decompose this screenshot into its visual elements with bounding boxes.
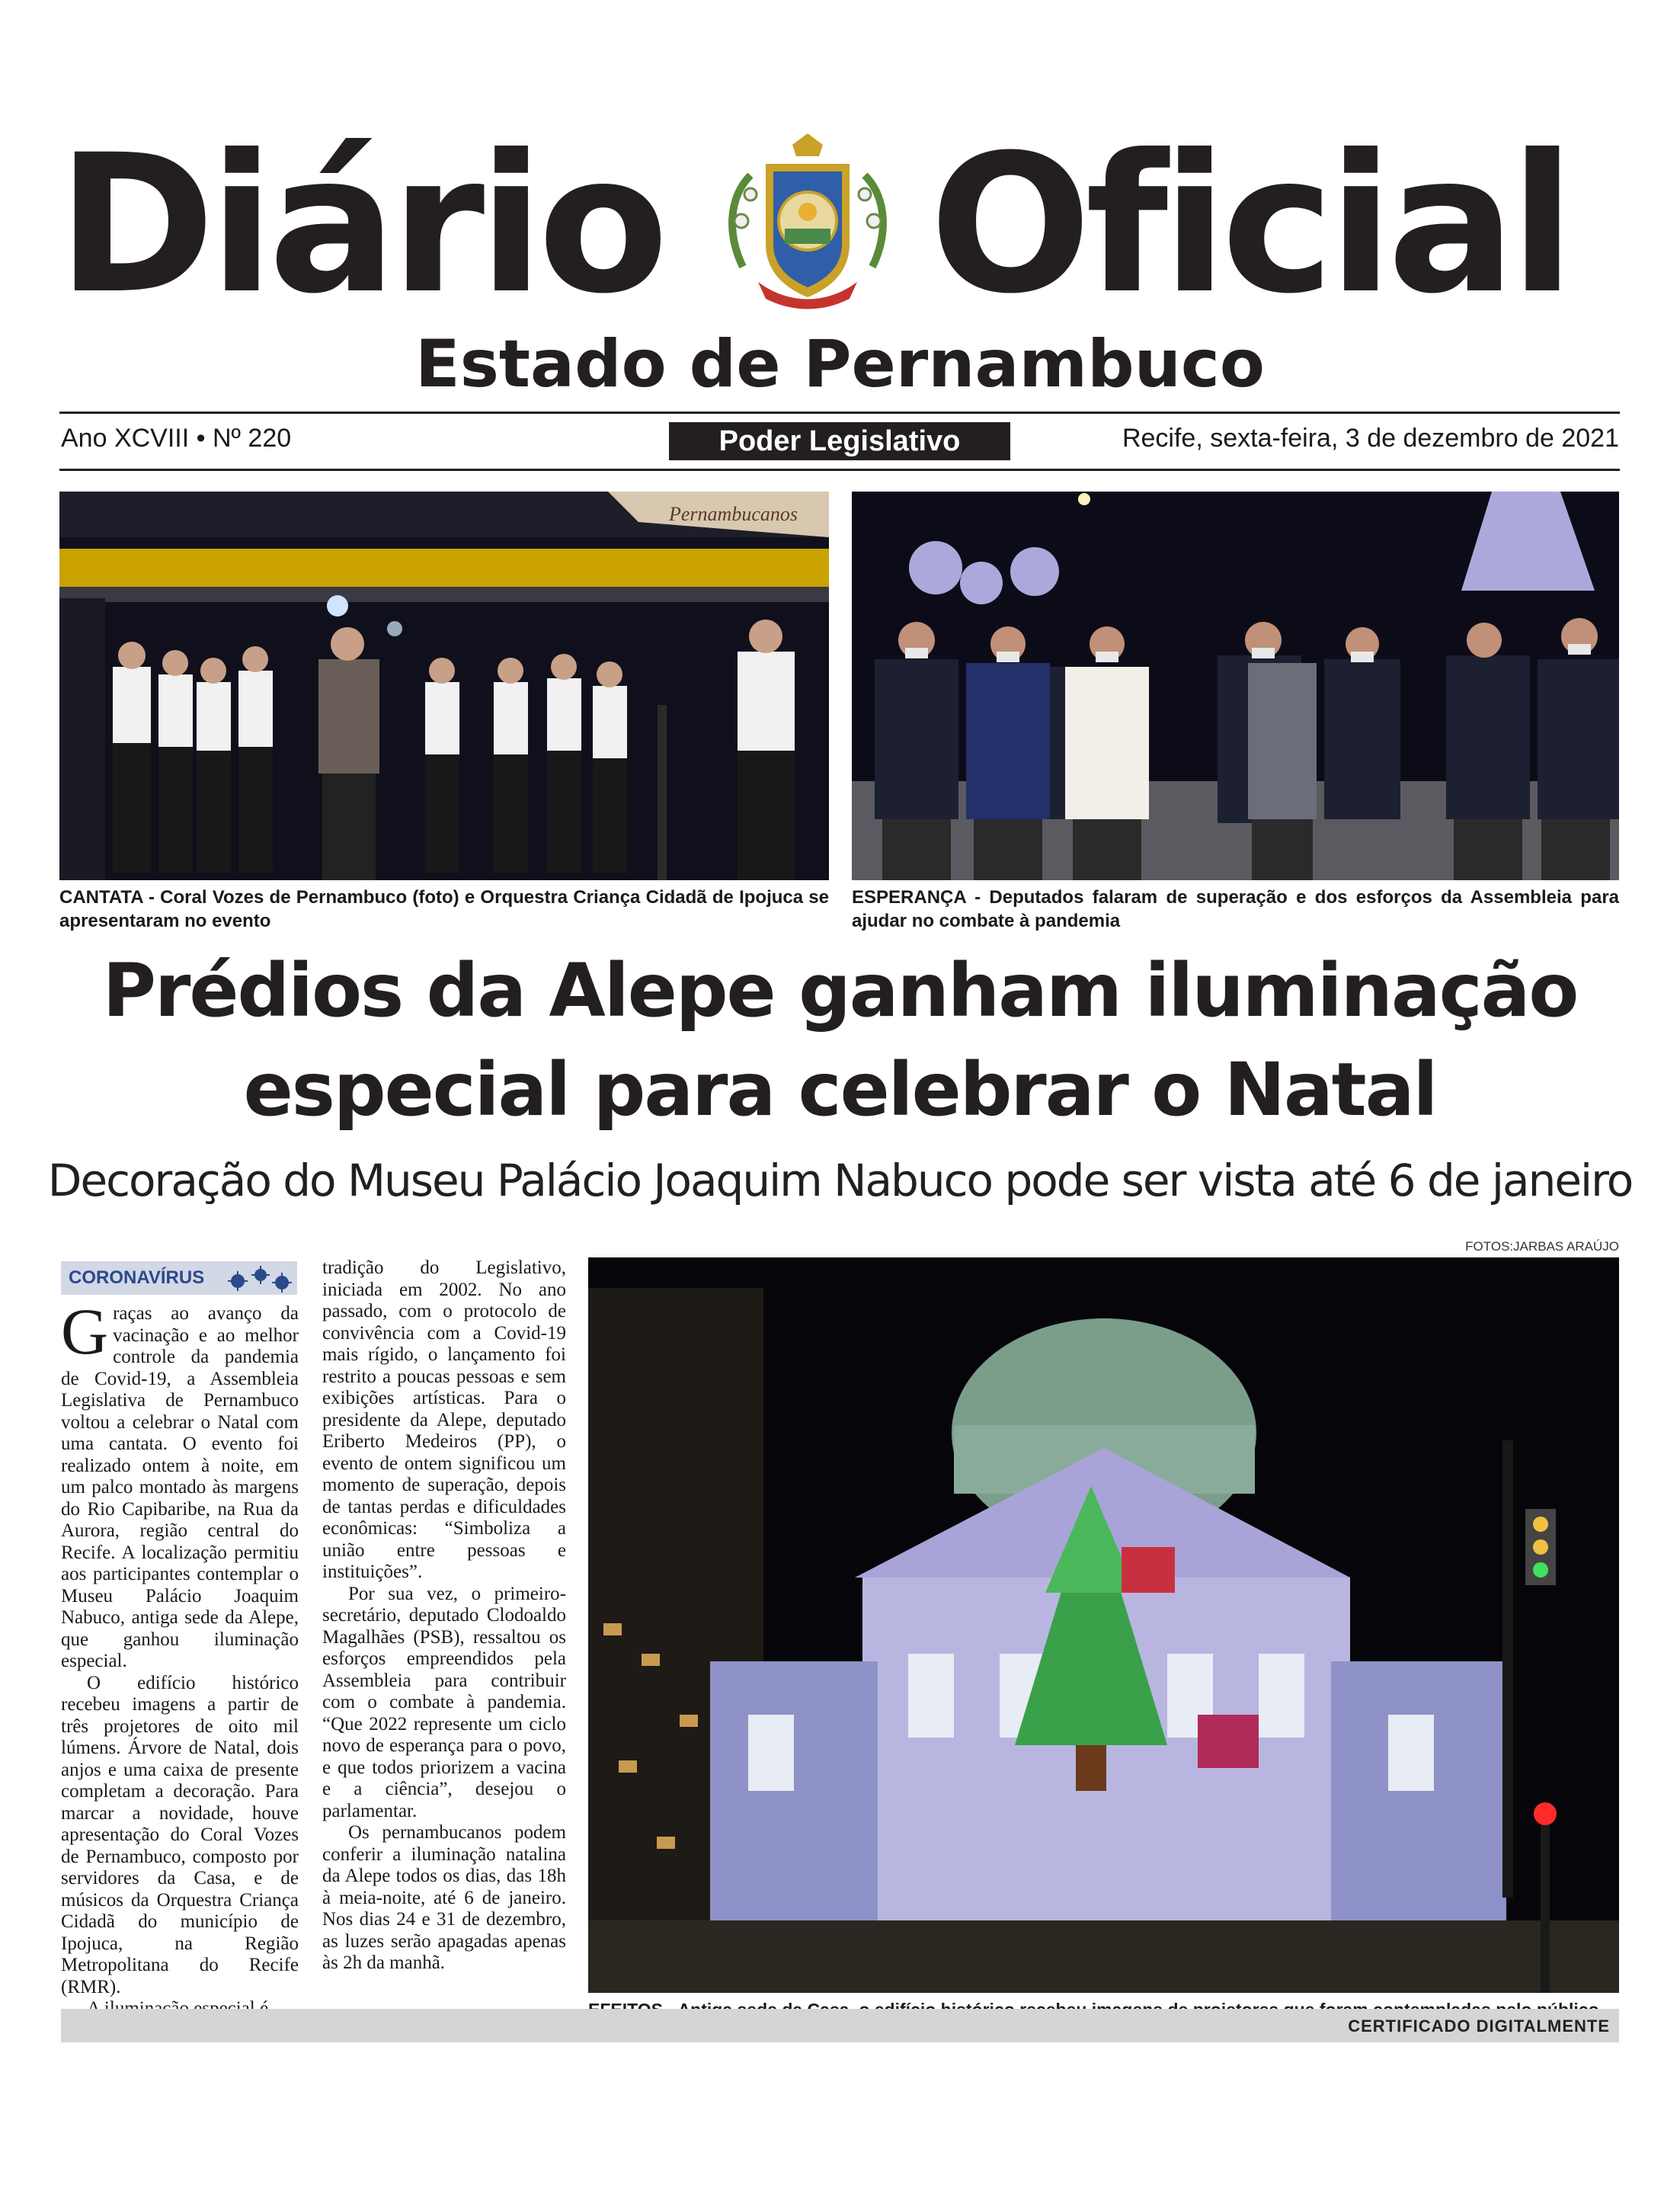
caption-esperanca: ESPERANÇA - Deputados falaram de superação e dos esforços da Assembleia para ajudar no combate à pandemia [852, 887, 1619, 931]
article-column-2 [322, 1257, 566, 1975]
dateline: Recife, sexta-feira, 3 de dezembro de 2021 [1122, 424, 1619, 453]
masthead-bottom-rule [59, 469, 1620, 471]
section-tag-label: CORONAVÍRUS [69, 1267, 205, 1288]
article-column-1 [61, 1295, 299, 2020]
article-paragraph: Os pernambucanos podem conferir a iluminação natalina da Alepe todos os dias, das 18h à meia-noite, até 6 de janeiro. Nos dias 24 e 31 de dezembro, as luzes serão apagadas apenas às 2h da manhã. [322, 1822, 566, 1973]
caption-cantata: CANTATA - Coral Vozes de Pernambuco (foto) e Orquestra Criança Cidadã de Ipojuca se apresentaram no evento [59, 887, 829, 931]
coat-of-arms-icon [720, 130, 895, 312]
article-paragraph: O edifício histórico recebeu imagens a partir de três projetores de oito mil lúmens. Árvore de Natal, dois anjos e uma caixa de presente completam a decoração. Para marcar a novidade, houve apresentação do Coral Vozes de Pernambuco, composto por servidores da Casa, e de músicos da Orquestra Criança Cidadã do município de Ipojuca, na Região Metropolitana do Recife (RMR). [61, 1672, 299, 1997]
article-paragraph: tradição do Legislativo, iniciada em 2002. No ano passado, com o protocolo de convivência com a Covid-19 mais rígido, o lançamento foi restrito a poucas pessoas e sem exibições artísticas. Para o presidente da Alepe, deputado Eriberto Medeiros (PP), o evento de ontem significou um momento de superação, depois de tantas perdas e dificuldades econômicas: “Simboliza a união entre pessoas e instituições”. [322, 1257, 566, 1582]
article-paragraph: Graças ao avanço da vacinação e ao melhor controle da pandemia de Covid-19, a Assembleia Legislativa de Pernambuco voltou a celebrar o Natal com uma cantata. O evento foi realizado ontem à noite, em um palco montado às margens do Rio Capibaribe, na Rua da Aurora, região central do Recife. A localização permitiu aos participantes contemplar o Museu Palácio Joaquim Nabuco, antiga sede da Alepe, que ganhou iluminação especial. [61, 1295, 299, 1671]
headline-line-1: Prédios da Alepe ganham iluminação [102, 948, 1578, 1033]
masthead-subtitle: Estado de Pernambuco [415, 326, 1265, 402]
masthead-title-word-1: Diário [57, 114, 663, 335]
dropcap: G [61, 1295, 109, 1368]
photo-cantata [59, 492, 829, 880]
headline [46, 941, 1634, 1139]
photo-esperanca [852, 492, 1619, 880]
photo-main-building [588, 1257, 1619, 1993]
section-tag [61, 1261, 297, 1295]
masthead-title-word-2: Oficial [930, 114, 1570, 335]
banner-text: Pernambucanos [669, 503, 798, 525]
deck: Decoração do Museu Palácio Joaquim Nabuco pode ser vista até 6 de janeiro [47, 1155, 1633, 1206]
edition-number: Ano XCVIII • Nº 220 [61, 424, 292, 453]
section-banner: Poder Legislativo [669, 422, 1010, 460]
footer-certification: CERTIFICADO DIGITALMENTE [1348, 2016, 1610, 2036]
headline-line-2: especial para celebrar o Natal [243, 1047, 1437, 1132]
footer-bar [61, 2009, 1619, 2042]
masthead-top-rule [59, 412, 1620, 414]
photo-credit: FOTOS:JARBAS ARAÚJO [1465, 1239, 1619, 1254]
article-paragraph: Por sua vez, o primeiro-secretário, deputado Clodoaldo Magalhães (PSB), ressaltou os esforços empreendidos pela Assembleia para contribuir com o combate à pandemia. “Que 2022 represente um ciclo novo de esperança para o povo, e que todos priorizem a vacina e a ciência”, desejou o parlamentar. [322, 1583, 566, 1821]
virus-icon [227, 1264, 294, 1293]
